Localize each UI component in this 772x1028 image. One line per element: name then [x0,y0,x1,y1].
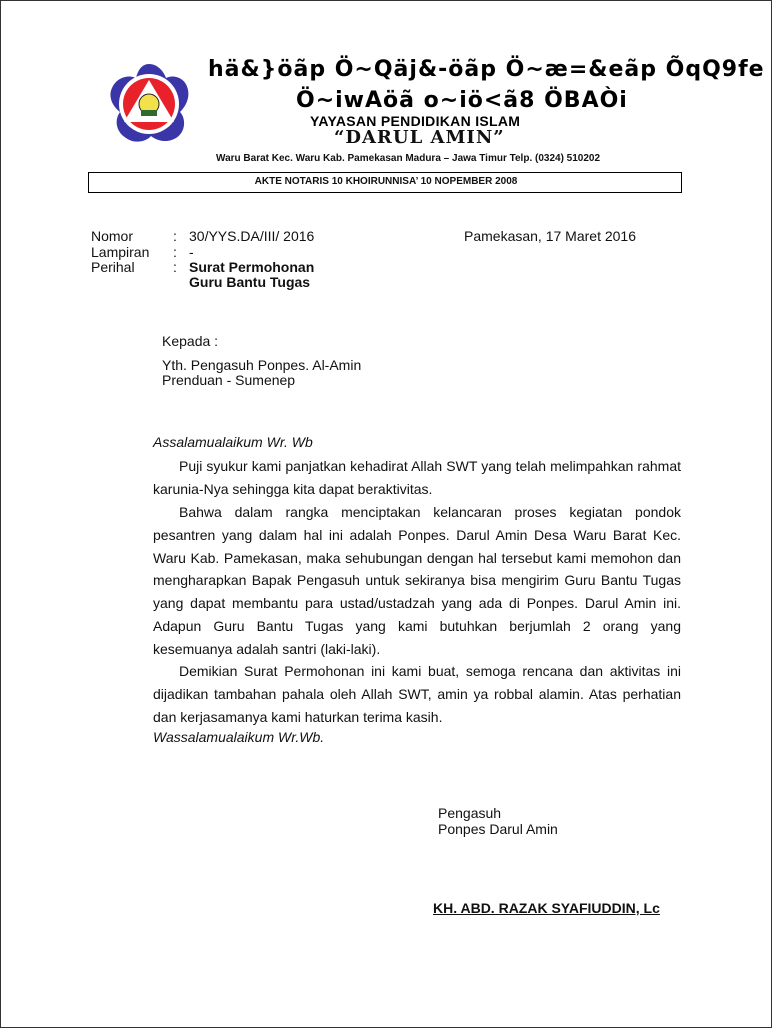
perihal-separator: : [173,259,177,275]
lampiran-label: Lampiran [91,244,150,260]
signature-role: Pengasuh [438,805,502,821]
institution-address: Waru Barat Kec. Waru Kab. Pamekasan Madura – Jawa Timur Telp. (0324) 510202 [216,153,601,164]
institution-logo [106,60,192,146]
recipient-kepada: Kepada : [162,333,219,349]
foundation-title: YAYASAN PENDIDIKAN ISLAM [310,113,521,129]
letterhead-arabic-line2: Ö~iwAöã o~iö<ã8 ÖBAÒi [296,88,628,113]
lampiran-separator: : [173,244,177,260]
body-paragraph-2: Bahwa dalam rangka menciptakan kelancaran proses kegiatan pondok pesantren yang dalam hal ini adalah Ponpes. Darul Amin Desa Waru Barat Kec. Waru Kab. Pamekasan, maka sehubungan dengan hal tersebut kami memohon dan mengharapkan Bapak Pengasuh untuk sekiranya bisa mengirim Guru Bantu Tugas yang dapat membantu para ustad/ustadzah yang ada di Ponpes. Darul Amin ini. Adapun Guru Bantu Tugas yang kami butuhkan berjumlah 2 orang yang kesemuanya adalah santri (laki-laki). [153,504,681,657]
nomor-separator: : [173,228,177,244]
body-paragraph-1: Puji syukur kami panjatkan kehadirat Allah SWT yang telah melimpahkan rahmat karunia-Nya sehingga kita dapat beraktivitas. [153,458,681,497]
nomor-value: 30/YYS.DA/III/ 2016 [189,228,315,244]
notary-text: AKTE NOTARIS 10 KHOIRUNNISA’ 10 NOPEMBER 2008 [254,176,518,187]
recipient-line1: Yth. Pengasuh Ponpes. Al-Amin [162,357,362,373]
signatory-name: KH. ABD. RAZAK SYAFIUDDIN, Lc [433,900,660,916]
perihal-label: Perihal [91,259,135,275]
perihal-value-line1: Surat Permohonan [189,259,315,275]
body-paragraph-3: Demikian Surat Permohonan ini kami buat, semoga rencana dan aktivitas ini dijadikan tambahan pahala oleh Allah SWT, amin ya robbal alamin. Atas perhatian dan kerjasamanya kami haturkan terima kasih. [153,663,681,725]
letterhead-arabic-line1: hä&}öãp Ö~Qäj&-öãp Ö~æ=&eãp ÕqQ9fe [208,57,765,82]
logo-book [141,110,157,116]
recipient-line2: Prenduan - Sumenep [162,372,296,388]
closing-salutation: Wassalamualaikum Wr.Wb. [153,729,325,745]
nomor-label: Nomor [91,228,134,244]
perihal-value-line2: Guru Bantu Tugas [189,274,311,290]
opening-salutation: Assalamualaikum Wr. Wb [153,434,313,450]
institution-name: “DARUL AMIN” [334,127,505,148]
lampiran-value: - [189,244,194,260]
place-date: Pamekasan, 17 Maret 2016 [464,228,636,244]
signature-org: Ponpes Darul Amin [438,821,558,837]
